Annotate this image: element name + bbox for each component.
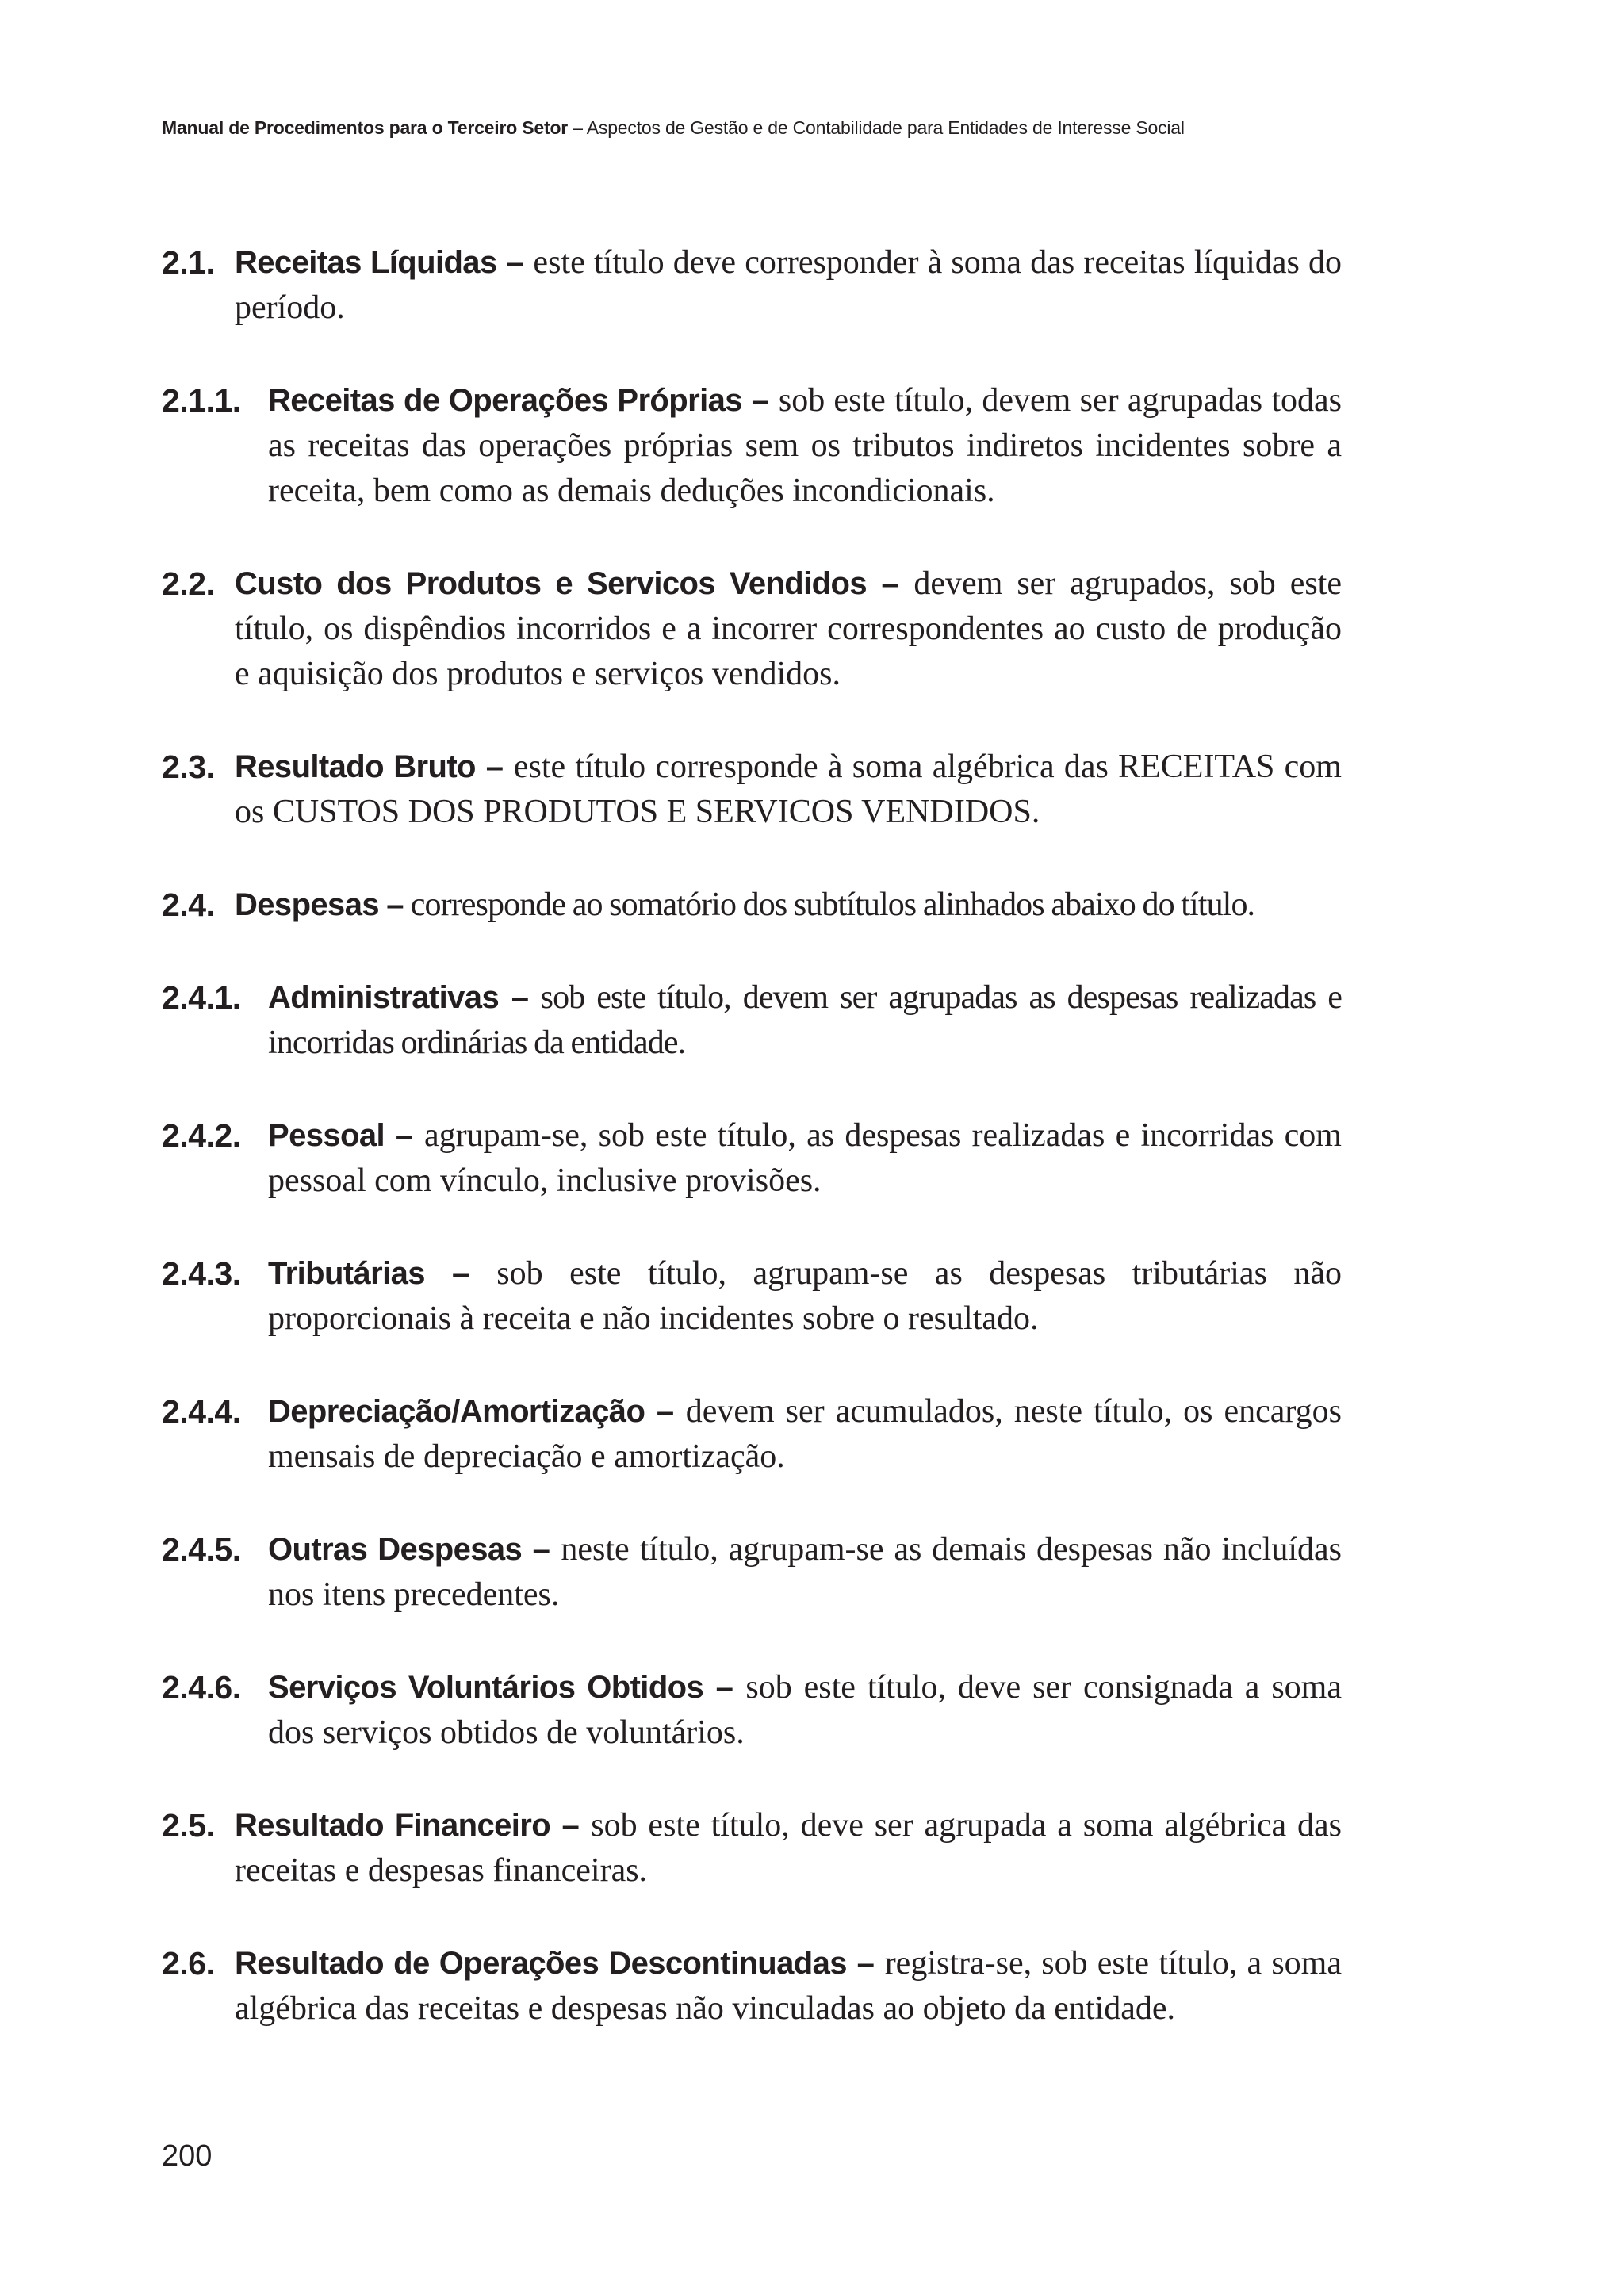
section-dash: – (499, 980, 541, 1015)
section-term: Depreciação/Amortização (268, 1394, 645, 1429)
section-number: 2.1. (162, 244, 215, 281)
section-number: 2.4.4. (162, 1393, 241, 1430)
section-paragraph (235, 883, 1342, 928)
section-paragraph (268, 1389, 1342, 1480)
section-number: 2.4. (162, 887, 215, 923)
section-term: Custo dos Produtos e Servicos Vendidos (235, 566, 867, 601)
section-dash: – (645, 1394, 686, 1429)
section-text: corresponde ao somatório dos subtítulos alinhados abaixo do título. (410, 887, 1255, 923)
section-term: Outras Despesas (268, 1532, 523, 1567)
section-paragraph (268, 1113, 1342, 1204)
section-term: Tributárias (268, 1256, 425, 1291)
section-text: devem ser acumulados, neste título, os encargos mensais de depreciação e amortização. (268, 1393, 1342, 1475)
section-2-1 (162, 240, 1342, 331)
section-dash: – (385, 1118, 424, 1153)
section-text: sob este título, deve ser agrupada a soma algébrica das receitas e despesas financeiras. (235, 1807, 1342, 1889)
section-paragraph (235, 1941, 1342, 2032)
section-dash: – (379, 887, 411, 922)
section-text: registra-se, sob este título, a soma algébrica das receitas e despesas não vinculadas ao objeto da entidade. (235, 1945, 1342, 2027)
section-dash: – (550, 1808, 592, 1843)
section-paragraph (268, 975, 1342, 1066)
section-2-3 (162, 745, 1342, 835)
section-term: Resultado Bruto (235, 749, 476, 784)
section-text: sob este título, devem ser agrupadas todas as receitas das operações próprias sem os tributos indiretos incidentes sobre a receita, bem como as demais deduções incondicionais. (268, 382, 1342, 509)
section-number: 2.4.5. (162, 1531, 241, 1568)
section-paragraph (268, 378, 1342, 514)
section-2-4-6 (162, 1665, 1342, 1756)
section-paragraph (235, 1803, 1342, 1894)
section-2-4-3 (162, 1251, 1342, 1342)
section-paragraph (268, 1665, 1342, 1756)
section-number: 2.4.2. (162, 1117, 241, 1154)
section-number: 2.1.1. (162, 382, 241, 419)
document-body (162, 240, 1342, 2079)
header-title: Manual de Procedimentos para o Terceiro Setor (162, 117, 569, 138)
section-term: Receitas de Operações Próprias (268, 383, 742, 418)
section-term: Administrativas (268, 980, 500, 1015)
section-number: 2.4.3. (162, 1255, 241, 1292)
section-dash: – (475, 749, 514, 784)
header-subtitle: Aspectos de Gestão e de Contabilidade para Entidades de Interesse Social (586, 117, 1185, 138)
section-dash: – (522, 1532, 561, 1567)
section-2-2 (162, 561, 1342, 697)
section-term: Receitas Líquidas (235, 245, 497, 280)
section-number: 2.4.6. (162, 1669, 241, 1706)
section-term: Serviços Voluntários Obtidos (268, 1670, 704, 1705)
section-term: Resultado Financeiro (235, 1808, 551, 1843)
section-paragraph (235, 745, 1342, 835)
section-term: Resultado de Operações Descontinuadas (235, 1946, 847, 1981)
section-2-5 (162, 1803, 1342, 1894)
header-separator: – (568, 117, 587, 138)
section-text: sob este título, deve ser consignada a soma dos serviços obtidos de voluntários. (268, 1669, 1342, 1751)
section-term: Despesas (235, 887, 379, 922)
section-number: 2.4.1. (162, 979, 241, 1016)
section-2-4-4 (162, 1389, 1342, 1480)
section-dash: – (496, 245, 534, 280)
section-2-4-5 (162, 1527, 1342, 1618)
section-2-4-2 (162, 1113, 1342, 1204)
page-number: 200 (162, 2139, 213, 2173)
section-paragraph (268, 1251, 1342, 1342)
section-text: este título corresponde à soma algébrica das RECEITAS com os CUSTOS DOS PRODUTOS E SERVICOS VENDIDOS. (235, 749, 1342, 830)
section-dash: – (424, 1256, 497, 1291)
section-number: 2.3. (162, 749, 215, 785)
section-2-6 (162, 1941, 1342, 2032)
section-term: Pessoal (268, 1118, 385, 1153)
section-number: 2.5. (162, 1807, 215, 1844)
section-dash: – (741, 383, 779, 418)
section-text: este título deve corresponder à soma das receitas líquidas do período. (235, 244, 1342, 326)
section-2-4-1 (162, 975, 1342, 1066)
section-2-4 (162, 883, 1342, 928)
section-text: sob este título, agrupam-se as despesas tributárias não proporcionais à receita e não incidentes sobre o resultado. (268, 1255, 1342, 1337)
section-dash: – (866, 566, 914, 601)
section-dash: – (703, 1670, 746, 1705)
section-paragraph (235, 240, 1342, 331)
section-number: 2.2. (162, 565, 215, 602)
running-header (162, 117, 1185, 139)
section-2-1-1 (162, 378, 1342, 514)
section-text: agrupam-se, sob este título, as despesas realizadas e incorridas com pessoal com vínculo, inclusive provisões. (268, 1117, 1342, 1199)
section-text: devem ser agrupados, sob este título, os dispêndios incorridos e a incorrer correspondentes ao custo de produção e aquisição dos produtos e serviços vendidos. (235, 565, 1342, 692)
section-dash: – (846, 1946, 885, 1981)
section-paragraph (268, 1527, 1342, 1618)
section-paragraph (235, 561, 1342, 697)
section-text: neste título, agrupam-se as demais despesas não incluídas nos itens precedentes. (268, 1531, 1342, 1613)
section-number: 2.6. (162, 1945, 215, 1982)
section-text: sob este título, devem ser agrupadas as despesas realizadas e incorridas ordinárias da entidade. (268, 979, 1342, 1061)
